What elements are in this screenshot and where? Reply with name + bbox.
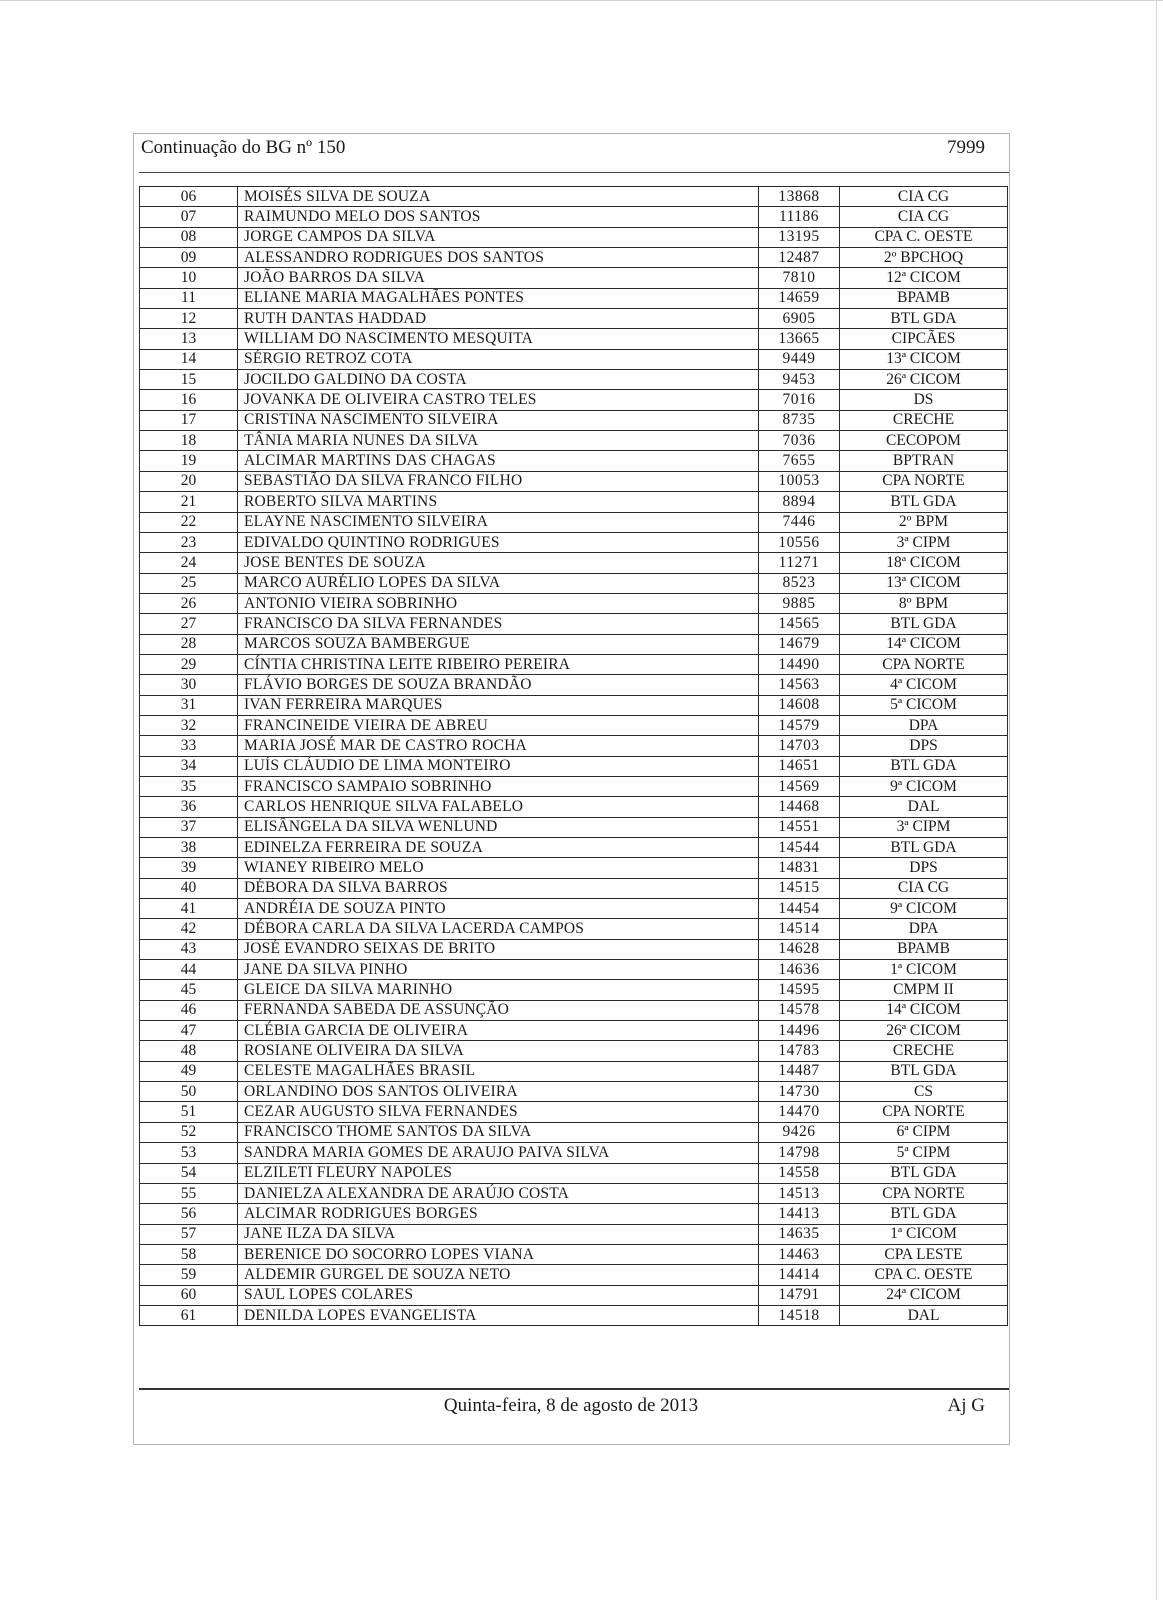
registration-cell: 13195 [759,227,840,247]
registration-cell: 14490 [759,654,840,674]
registration-cell: 6905 [759,309,840,329]
registration-cell: 14791 [759,1285,840,1305]
unit-cell: 18ª CICOM [840,553,1008,573]
registration-cell: 8735 [759,410,840,430]
unit-cell: DPS [840,736,1008,756]
table-row [140,878,1008,898]
row-number-cell: 36 [140,797,238,817]
unit-cell: 3ª CIPM [840,532,1008,552]
unit-cell: CECOPOM [840,431,1008,451]
name-cell: FRANCISCO DA SILVA FERNANDES [238,614,759,634]
unit-cell: CRECHE [840,1041,1008,1061]
table-row [140,919,1008,939]
table-row [140,410,1008,430]
registration-cell: 14798 [759,1143,840,1163]
table-row [140,532,1008,552]
unit-cell: 14ª CICOM [840,1000,1008,1020]
unit-cell: BPAMB [840,939,1008,959]
unit-cell: 12ª CICOM [840,268,1008,288]
row-number-cell: 39 [140,858,238,878]
unit-cell: 26ª CICOM [840,1021,1008,1041]
registration-cell: 14518 [759,1305,840,1325]
table-row [140,899,1008,919]
row-number-cell: 38 [140,838,238,858]
registration-cell: 7655 [759,451,840,471]
registration-cell: 14470 [759,1102,840,1122]
name-cell: SANDRA MARIA GOMES DE ARAUJO PAIVA SILVA [238,1143,759,1163]
unit-cell: 6ª CIPM [840,1122,1008,1142]
row-number-cell: 10 [140,268,238,288]
unit-cell: 1ª CICOM [840,1224,1008,1244]
table-row [140,1244,1008,1264]
unit-cell: 13ª CICOM [840,349,1008,369]
row-number-cell: 17 [140,410,238,430]
name-cell: DÉBORA CARLA DA SILVA LACERDA CAMPOS [238,919,759,939]
table-row [140,268,1008,288]
unit-cell: BTL GDA [840,1061,1008,1081]
name-cell: WILLIAM DO NASCIMENTO MESQUITA [238,329,759,349]
table-row [140,248,1008,268]
registration-cell: 14551 [759,817,840,837]
registration-cell: 14703 [759,736,840,756]
row-number-cell: 30 [140,675,238,695]
registration-cell: 14831 [759,858,840,878]
name-cell: JOÃO BARROS DA SILVA [238,268,759,288]
registration-cell: 14608 [759,695,840,715]
scan-edge-top [0,0,1163,1]
name-cell: SAUL LOPES COLARES [238,1285,759,1305]
unit-cell: CMPM II [840,980,1008,1000]
row-number-cell: 18 [140,431,238,451]
name-cell: JOCILDO GALDINO DA COSTA [238,370,759,390]
page-number: 7999 [947,137,985,158]
unit-cell: 1ª CICOM [840,960,1008,980]
name-cell: ELAYNE NASCIMENTO SILVEIRA [238,512,759,532]
registration-cell: 13665 [759,329,840,349]
row-number-cell: 20 [140,471,238,491]
registration-cell: 11271 [759,553,840,573]
unit-cell: CPA LESTE [840,1244,1008,1264]
name-cell: LUÍS CLÁUDIO DE LIMA MONTEIRO [238,756,759,776]
unit-cell: DPA [840,715,1008,735]
name-cell: SEBASTIÃO DA SILVA FRANCO FILHO [238,471,759,491]
page-footer [141,1393,1001,1423]
registration-cell: 8894 [759,492,840,512]
registration-cell: 13868 [759,187,840,207]
table-row [140,1204,1008,1224]
name-cell: ROSIANE OLIVEIRA DA SILVA [238,1041,759,1061]
unit-cell: CIA CG [840,207,1008,227]
name-cell: JORGE CAMPOS DA SILVA [238,227,759,247]
row-number-cell: 48 [140,1041,238,1061]
name-cell: JOSÉ EVANDRO SEIXAS DE BRITO [238,939,759,959]
registration-cell: 14558 [759,1163,840,1183]
row-number-cell: 47 [140,1021,238,1041]
table-row [140,1183,1008,1203]
unit-cell: BTL GDA [840,492,1008,512]
unit-cell: BTL GDA [840,756,1008,776]
name-cell: JOVANKA DE OLIVEIRA CASTRO TELES [238,390,759,410]
table-row [140,512,1008,532]
name-cell: ALESSANDRO RODRIGUES DOS SANTOS [238,248,759,268]
row-number-cell: 22 [140,512,238,532]
registration-cell: 14468 [759,797,840,817]
registration-cell: 9426 [759,1122,840,1142]
name-cell: MARCO AURÉLIO LOPES DA SILVA [238,573,759,593]
table-row [140,288,1008,308]
unit-cell: BTL GDA [840,614,1008,634]
row-number-cell: 08 [140,227,238,247]
header-rule [139,172,1009,173]
table-row [140,1082,1008,1102]
unit-cell: 13ª CICOM [840,573,1008,593]
table-row [140,1021,1008,1041]
row-number-cell: 52 [140,1122,238,1142]
table-row [140,654,1008,674]
registration-cell: 14454 [759,899,840,919]
registration-cell: 14544 [759,838,840,858]
unit-cell: CIPCÃES [840,329,1008,349]
registration-cell: 14515 [759,878,840,898]
name-cell: MARCOS SOUZA BAMBERGUE [238,634,759,654]
row-number-cell: 43 [140,939,238,959]
table-row [140,756,1008,776]
name-cell: EDINELZA FERREIRA DE SOUZA [238,838,759,858]
row-number-cell: 42 [140,919,238,939]
name-cell: FLÁVIO BORGES DE SOUZA BRANDÃO [238,675,759,695]
table-row [140,227,1008,247]
name-cell: WIANEY RIBEIRO MELO [238,858,759,878]
table-row [140,1224,1008,1244]
table-row [140,614,1008,634]
bulletin-title: Continuação do BG nº 150 [141,137,346,158]
name-cell: FRANCISCO THOME SANTOS DA SILVA [238,1122,759,1142]
unit-cell: CPA NORTE [840,654,1008,674]
row-number-cell: 46 [140,1000,238,1020]
unit-cell: BTL GDA [840,309,1008,329]
unit-cell: CPA C. OESTE [840,1265,1008,1285]
name-cell: FRANCINEIDE VIEIRA DE ABREU [238,715,759,735]
table-row [140,1102,1008,1122]
registration-cell: 14414 [759,1265,840,1285]
table-row [140,1000,1008,1020]
registration-cell: 7446 [759,512,840,532]
table-row [140,817,1008,837]
registration-cell: 14578 [759,1000,840,1020]
registration-cell: 9449 [759,349,840,369]
registration-cell: 14514 [759,919,840,939]
table-row [140,736,1008,756]
name-cell: JANE ILZA DA SILVA [238,1224,759,1244]
name-cell: MARIA JOSÉ MAR DE CASTRO ROCHA [238,736,759,756]
row-number-cell: 61 [140,1305,238,1325]
name-cell: TÂNIA MARIA NUNES DA SILVA [238,431,759,451]
name-cell: MOISÉS SILVA DE SOUZA [238,187,759,207]
table-row [140,1305,1008,1325]
table-row [140,187,1008,207]
table-row [140,939,1008,959]
registration-cell: 9453 [759,370,840,390]
registration-cell: 7810 [759,268,840,288]
table-row [140,634,1008,654]
name-cell: FERNANDA SABEDA DE ASSUNÇÃO [238,1000,759,1020]
row-number-cell: 26 [140,593,238,613]
table-row [140,1061,1008,1081]
registration-cell: 7036 [759,431,840,451]
name-cell: CLÉBIA GARCIA DE OLIVEIRA [238,1021,759,1041]
row-number-cell: 55 [140,1183,238,1203]
unit-cell: CRECHE [840,410,1008,430]
row-number-cell: 13 [140,329,238,349]
name-cell: JANE DA SILVA PINHO [238,960,759,980]
row-number-cell: 41 [140,899,238,919]
registration-cell: 11186 [759,207,840,227]
row-number-cell: 33 [140,736,238,756]
row-number-cell: 15 [140,370,238,390]
table-row [140,573,1008,593]
table-row [140,553,1008,573]
registration-cell: 14659 [759,288,840,308]
name-cell: ANTONIO VIEIRA SOBRINHO [238,593,759,613]
name-cell: DENILDA LOPES EVANGELISTA [238,1305,759,1325]
registration-cell: 10053 [759,471,840,491]
row-number-cell: 16 [140,390,238,410]
registration-cell: 14513 [759,1183,840,1203]
name-cell: ROBERTO SILVA MARTINS [238,492,759,512]
table-row [140,471,1008,491]
registration-cell: 14595 [759,980,840,1000]
name-cell: CEZAR AUGUSTO SILVA FERNANDES [238,1102,759,1122]
name-cell: SÉRGIO RETROZ COTA [238,349,759,369]
row-number-cell: 50 [140,1082,238,1102]
name-cell: DÉBORA DA SILVA BARROS [238,878,759,898]
unit-cell: CPA NORTE [840,1102,1008,1122]
table-row [140,370,1008,390]
table-row [140,207,1008,227]
name-cell: ALCIMAR MARTINS DAS CHAGAS [238,451,759,471]
row-number-cell: 29 [140,654,238,674]
name-cell: DANIELZA ALEXANDRA DE ARAÚJO COSTA [238,1183,759,1203]
roster-table [139,186,1008,1326]
row-number-cell: 21 [140,492,238,512]
table-row [140,390,1008,410]
row-number-cell: 34 [140,756,238,776]
row-number-cell: 24 [140,553,238,573]
table-row [140,349,1008,369]
table-row [140,593,1008,613]
row-number-cell: 23 [140,532,238,552]
name-cell: ALDEMIR GURGEL DE SOUZA NETO [238,1265,759,1285]
unit-cell: 2º BPCHOQ [840,248,1008,268]
row-number-cell: 56 [140,1204,238,1224]
unit-cell: CIA CG [840,187,1008,207]
table-row [140,329,1008,349]
row-number-cell: 57 [140,1224,238,1244]
row-number-cell: 06 [140,187,238,207]
registration-cell: 14563 [759,675,840,695]
registration-cell: 14565 [759,614,840,634]
table-row [140,492,1008,512]
row-number-cell: 54 [140,1163,238,1183]
row-number-cell: 11 [140,288,238,308]
registration-cell: 14413 [759,1204,840,1224]
unit-cell: 5ª CICOM [840,695,1008,715]
unit-cell: 9ª CICOM [840,899,1008,919]
name-cell: FRANCISCO SAMPAIO SOBRINHO [238,776,759,796]
unit-cell: BTL GDA [840,1163,1008,1183]
row-number-cell: 27 [140,614,238,634]
table-row [140,960,1008,980]
unit-cell: 9ª CICOM [840,776,1008,796]
unit-cell: 5ª CIPM [840,1143,1008,1163]
name-cell: ELZILETI FLEURY NAPOLES [238,1163,759,1183]
unit-cell: 14ª CICOM [840,634,1008,654]
registration-cell: 14579 [759,715,840,735]
row-number-cell: 53 [140,1143,238,1163]
unit-cell: 26ª CICOM [840,370,1008,390]
table-row [140,431,1008,451]
registration-cell: 8523 [759,573,840,593]
name-cell: CÍNTIA CHRISTINA LEITE RIBEIRO PEREIRA [238,654,759,674]
table-row [140,1122,1008,1142]
unit-cell: CPA NORTE [840,1183,1008,1203]
table-row [140,1041,1008,1061]
registration-cell: 14569 [759,776,840,796]
row-number-cell: 58 [140,1244,238,1264]
row-number-cell: 44 [140,960,238,980]
table-row [140,675,1008,695]
name-cell: ALCIMAR RODRIGUES BORGES [238,1204,759,1224]
table-row [140,451,1008,471]
name-cell: RUTH DANTAS HADDAD [238,309,759,329]
footer-rule [139,1388,1009,1390]
table-row [140,858,1008,878]
row-number-cell: 49 [140,1061,238,1081]
row-number-cell: 40 [140,878,238,898]
table-row [140,980,1008,1000]
row-number-cell: 14 [140,349,238,369]
name-cell: CARLOS HENRIQUE SILVA FALABELO [238,797,759,817]
table-row [140,776,1008,796]
unit-cell: BPTRAN [840,451,1008,471]
name-cell: BERENICE DO SOCORRO LOPES VIANA [238,1244,759,1264]
registration-cell: 14628 [759,939,840,959]
name-cell: ORLANDINO DOS SANTOS OLIVEIRA [238,1082,759,1102]
name-cell: CELESTE MAGALHÃES BRASIL [238,1061,759,1081]
row-number-cell: 07 [140,207,238,227]
registration-cell: 12487 [759,248,840,268]
unit-cell: BPAMB [840,288,1008,308]
table-row [140,1163,1008,1183]
row-number-cell: 59 [140,1265,238,1285]
unit-cell: DAL [840,1305,1008,1325]
name-cell: JOSE BENTES DE SOUZA [238,553,759,573]
unit-cell: 8º BPM [840,593,1008,613]
unit-cell: 3ª CIPM [840,817,1008,837]
row-number-cell: 25 [140,573,238,593]
table-row [140,838,1008,858]
name-cell: EDIVALDO QUINTINO RODRIGUES [238,532,759,552]
row-number-cell: 51 [140,1102,238,1122]
unit-cell: CS [840,1082,1008,1102]
table-row [140,715,1008,735]
registration-cell: 14636 [759,960,840,980]
registration-cell: 14730 [759,1082,840,1102]
roster-body [140,187,1008,1326]
unit-cell: BTL GDA [840,1204,1008,1224]
row-number-cell: 45 [140,980,238,1000]
row-number-cell: 09 [140,248,238,268]
row-number-cell: 28 [140,634,238,654]
registration-cell: 14651 [759,756,840,776]
unit-cell: DPA [840,919,1008,939]
name-cell: GLEICE DA SILVA MARINHO [238,980,759,1000]
table-row [140,1285,1008,1305]
page-header [141,135,991,165]
unit-cell: BTL GDA [840,838,1008,858]
registration-cell: 9885 [759,593,840,613]
table-row [140,1143,1008,1163]
table-row [140,797,1008,817]
registration-cell: 14635 [759,1224,840,1244]
name-cell: ELIANE MARIA MAGALHÃES PONTES [238,288,759,308]
name-cell: ANDRÉIA DE SOUZA PINTO [238,899,759,919]
unit-cell: CPA NORTE [840,471,1008,491]
unit-cell: CIA CG [840,878,1008,898]
footer-initials: Aj G [947,1395,985,1416]
row-number-cell: 19 [140,451,238,471]
registration-cell: 7016 [759,390,840,410]
unit-cell: 24ª CICOM [840,1285,1008,1305]
row-number-cell: 35 [140,776,238,796]
row-number-cell: 31 [140,695,238,715]
unit-cell: CPA C. OESTE [840,227,1008,247]
name-cell: CRISTINA NASCIMENTO SILVEIRA [238,410,759,430]
row-number-cell: 37 [140,817,238,837]
unit-cell: DAL [840,797,1008,817]
row-number-cell: 12 [140,309,238,329]
publication-date: Quinta-feira, 8 de agosto de 2013 [443,1395,699,1416]
name-cell: IVAN FERREIRA MARQUES [238,695,759,715]
row-number-cell: 60 [140,1285,238,1305]
name-cell: ELISÂNGELA DA SILVA WENLUND [238,817,759,837]
table-row [140,1265,1008,1285]
unit-cell: 4ª CICOM [840,675,1008,695]
unit-cell: 2º BPM [840,512,1008,532]
row-number-cell: 32 [140,715,238,735]
unit-cell: DPS [840,858,1008,878]
registration-cell: 14679 [759,634,840,654]
registration-cell: 10556 [759,532,840,552]
registration-cell: 14463 [759,1244,840,1264]
name-cell: RAIMUNDO MELO DOS SANTOS [238,207,759,227]
registration-cell: 14783 [759,1041,840,1061]
scan-edge-right [1156,0,1157,1600]
table-row [140,695,1008,715]
registration-cell: 14487 [759,1061,840,1081]
table-row [140,309,1008,329]
registration-cell: 14496 [759,1021,840,1041]
unit-cell: DS [840,390,1008,410]
